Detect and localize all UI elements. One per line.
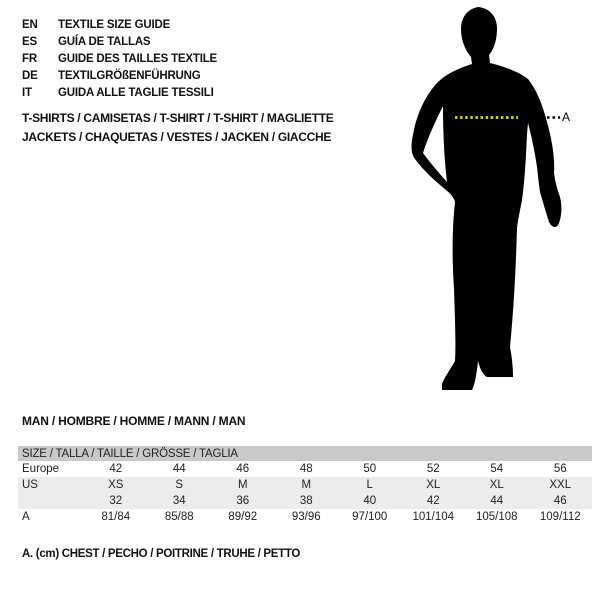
size-cell: 40 [338, 493, 402, 509]
body-shape [412, 7, 562, 390]
garment-line-jackets: JACKETS / CHAQUETAS / VESTES / JACKEN / GIACCHE [22, 130, 332, 144]
language-list [22, 16, 217, 101]
size-cell: 38 [275, 493, 339, 509]
size-cell: 89/92 [228, 511, 258, 523]
size-cell: 85/88 [164, 511, 194, 523]
size-cell: 81/84 [101, 511, 131, 523]
row-label [18, 493, 84, 509]
size-table [18, 446, 592, 525]
language-code: IT [22, 86, 32, 99]
size-cell: 101/104 [412, 511, 455, 523]
measure-label-a: A [562, 110, 571, 124]
garment-types [22, 109, 334, 147]
row-label: US [18, 477, 84, 493]
language-title: TEXTILGRÖßENFÜHRUNG [58, 69, 201, 82]
language-row [22, 50, 217, 67]
gender-heading: MAN / HOMBRE / HOMME / MANN / MAN [22, 414, 246, 428]
table-row-europe [18, 461, 592, 477]
size-cell: XL [402, 477, 466, 493]
size-cell: S [148, 477, 212, 493]
table-row-us-numeric [18, 493, 592, 509]
size-cell: XL [465, 477, 529, 493]
size-cell: M [275, 477, 339, 493]
language-row [22, 16, 217, 33]
size-cell: 50 [363, 463, 377, 475]
row-label: A [22, 511, 30, 523]
size-cell: 109/112 [539, 511, 581, 523]
size-cell: 42 [402, 493, 466, 509]
man-silhouette [390, 0, 600, 400]
language-title: TEXTILE SIZE GUIDE [58, 18, 171, 31]
table-row-us-letter [18, 477, 592, 493]
size-cell: 44 [172, 463, 186, 475]
size-cell: 52 [426, 463, 440, 475]
language-row [22, 67, 217, 84]
language-code: EN [22, 18, 38, 31]
size-cell: 42 [109, 463, 123, 475]
language-code: ES [22, 35, 37, 48]
table-header-row [18, 446, 592, 461]
man-silhouette-figure [390, 0, 600, 400]
size-cell: 46 [236, 463, 250, 475]
size-cell: 97/100 [352, 511, 388, 523]
size-cell: 54 [490, 463, 504, 475]
size-cell: M [211, 477, 275, 493]
size-cell: 105/108 [475, 511, 518, 523]
language-row [22, 33, 217, 50]
size-cell: XXL [529, 477, 593, 493]
language-title: GUÍA DE TALLAS [58, 35, 151, 48]
language-title: GUIDA ALLE TAGLIE TESSILI [58, 86, 214, 99]
size-cell: 34 [148, 493, 212, 509]
size-cell: XS [84, 477, 148, 493]
table-row-chest-a [18, 509, 592, 525]
language-code: DE [22, 69, 38, 82]
garment-line-tshirts: T-SHIRTS / CAMISETAS / T-SHIRT / T-SHIRT / MAGLIETTE [22, 111, 334, 125]
size-cell: 56 [553, 463, 567, 475]
size-cell: 93/96 [291, 511, 321, 523]
size-cell: 46 [529, 493, 593, 509]
size-table-header: SIZE / TALLA / TAILLE / GRÖSSE / TAGLIA [18, 446, 592, 461]
language-row [22, 84, 217, 101]
size-cell: L [338, 477, 402, 493]
size-cell: 32 [84, 493, 148, 509]
measurement-footnote: A. (cm) CHEST / PECHO / POITRINE / TRUHE / PETTO [22, 548, 301, 560]
size-cell: 36 [211, 493, 275, 509]
size-cell: 48 [299, 463, 313, 475]
language-title: GUIDE DES TAILLES TEXTILE [58, 52, 217, 65]
size-cell: 44 [465, 493, 529, 509]
row-label: Europe [22, 463, 60, 475]
language-code: FR [22, 52, 37, 65]
